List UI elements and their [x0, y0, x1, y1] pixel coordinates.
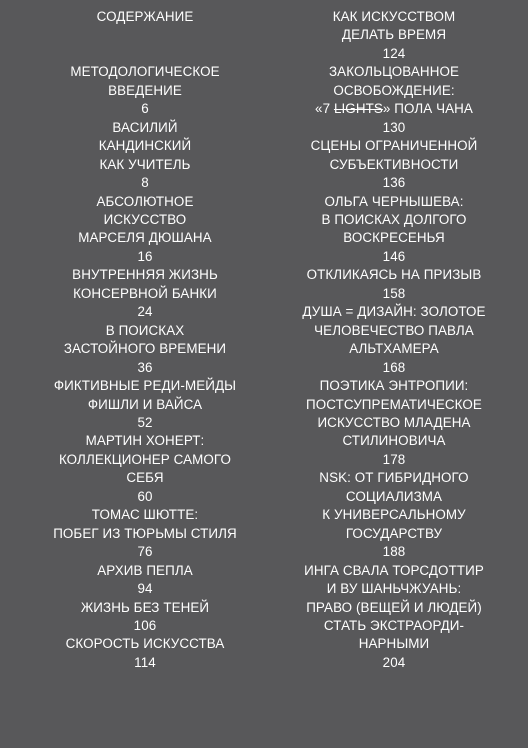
toc-line: КАК ИСКУССТВОМ — [332, 9, 456, 24]
toc-line: ВНУТРЕННЯЯ ЖИЗНЬ — [72, 267, 218, 283]
toc-line: ФИКТИВНЫЕ РЕДИ-МЕЙДЫ — [53, 378, 237, 394]
toc-line: ОЛЬГА ЧЕРНЫШЕВА: — [324, 193, 464, 209]
toc-line: СЕБЯ — [126, 470, 164, 486]
toc-line: СЦЕНЫ ОГРАНИЧЕННОЙ — [310, 138, 478, 154]
toc-page-number: 146 — [382, 248, 406, 264]
toc-line: ПОСТСУПРЕМАТИЧЕСКОЕ — [306, 396, 482, 412]
toc-line: МЕТОДОЛОГИЧЕСКОЕ — [70, 64, 220, 80]
toc-blank-line — [14, 26, 276, 44]
toc-page-number: 60 — [137, 488, 153, 504]
toc-page-number: 52 — [137, 414, 153, 430]
toc-page-number: 106 — [133, 617, 157, 633]
toc-page-number: 158 — [382, 285, 406, 301]
toc-page-number: 16 — [137, 248, 153, 264]
toc-right-column — [274, 8, 514, 672]
toc-line: СОЦИАЛИЗМА — [345, 488, 443, 504]
toc-line: В ПОИСКАХ — [105, 322, 185, 338]
toc-line: ФИШЛИ И ВАЙСА — [87, 396, 203, 412]
toc-line: ЗАСТОЙНОГО ВРЕМЕНИ — [63, 341, 227, 357]
toc-heading: СОДЕРЖАНИЕ — [96, 9, 194, 24]
toc-line-with-strikethrough — [274, 100, 514, 118]
toc-line: СКОРОСТЬ ИСКУССТВА — [65, 636, 225, 652]
toc-page-number: 124 — [382, 45, 406, 61]
toc-page-number: 76 — [137, 544, 153, 560]
toc-line: ТОМАС ШЮТТЕ: — [91, 507, 199, 523]
toc-page-number: 188 — [382, 544, 406, 560]
toc-line: ДЕЛАТЬ ВРЕМЯ — [341, 27, 447, 43]
toc-page-number: 114 — [134, 654, 156, 670]
struck-line-prefix: «7 — [315, 101, 334, 117]
toc-line: ЧЕЛОВЕЧЕСТВО ПАВЛА — [314, 322, 474, 338]
toc-line: МАРСЕЛЯ ДЮШАНА — [78, 230, 212, 246]
toc-line: СТИЛИНОВИЧА — [342, 433, 446, 449]
toc-line: ЗАКОЛЬЦОВАННОЕ — [328, 64, 460, 80]
toc-page-number: 36 — [137, 359, 153, 375]
toc-line: И ВУ ШАНЬЧЖУАНЬ: — [326, 581, 462, 597]
toc-page-number: 204 — [382, 654, 406, 670]
toc-line: ЖИЗНЬ БЕЗ ТЕНЕЙ — [80, 599, 210, 615]
toc-line: СУБЪЕКТИВНОСТИ — [329, 156, 459, 172]
toc-page-number: 94 — [137, 581, 153, 597]
toc-line: КОНСЕРВНОЙ БАНКИ — [73, 285, 217, 301]
toc-page-number: 178 — [382, 451, 406, 467]
toc-line: СТАТЬ ЭКСТРАОРДИ- — [323, 617, 465, 633]
toc-line: МАРТИН ХОНЕРТ: — [85, 433, 205, 449]
toc-blank-line — [14, 45, 276, 63]
toc-line: АРХИВ ПЕПЛА — [97, 562, 193, 578]
toc-page-number: 136 — [382, 175, 406, 191]
toc-line: ГОСУДАРСТВУ — [345, 525, 443, 541]
toc-line: ИСКУССТВО — [103, 211, 187, 227]
toc-page-number: 168 — [382, 359, 406, 375]
toc-page-number: 8 — [141, 175, 149, 191]
toc-line: ВОСКРЕСЕНЬЯ — [343, 230, 445, 246]
toc-line: NSK: ОТ ГИБРИДНОГО — [319, 470, 469, 486]
toc-line: АБСОЛЮТНОЕ — [96, 193, 194, 209]
toc-line: ОТКЛИКАЯСЬ НА ПРИЗЫВ — [306, 267, 482, 283]
toc-line: В ПОИСКАХ ДОЛГОГО — [321, 211, 467, 227]
toc-line: ДУША = ДИЗАЙН: ЗОЛОТОЕ — [302, 304, 486, 320]
toc-line: НАРНЫМИ — [358, 636, 430, 652]
toc-page-number: 6 — [141, 101, 149, 117]
toc-line: АЛЬТХАМЕРА — [349, 341, 439, 357]
toc-line: К УНИВЕРСАЛЬНОМУ — [322, 507, 466, 523]
toc-line: ПРАВО (ВЕЩЕЙ И ЛЮДЕЙ) — [306, 599, 482, 615]
toc-page-number: 24 — [137, 304, 153, 320]
toc-line: ИНГА СВАЛА ТОРСДОТТИР — [304, 562, 484, 578]
toc-line: ПОБЕГ ИЗ ТЮРЬМЫ СТИЛЯ — [53, 525, 237, 541]
toc-line: КАК УЧИТЕЛЬ — [99, 156, 191, 172]
toc-line: ПОЭТИКА ЭНТРОПИИ: — [319, 378, 469, 394]
toc-line: ВВЕДЕНИЕ — [108, 82, 182, 98]
toc-page-number: 130 — [382, 119, 406, 135]
toc-line: КОЛЛЕКЦИОНЕР САМОГО — [58, 451, 232, 467]
struck-line-suffix: » ПОЛА ЧАНА — [382, 101, 473, 117]
toc-line: КАНДИНСКИЙ — [98, 138, 192, 154]
toc-line: ИСКУССТВО МЛАДЕНА — [317, 414, 471, 430]
toc-left-column — [14, 8, 276, 672]
struck-word: LIGHTS — [333, 101, 383, 117]
toc-line: ВАСИЛИЙ — [112, 119, 178, 135]
toc-line: ОСВОБОЖДЕНИЕ: — [333, 82, 455, 98]
